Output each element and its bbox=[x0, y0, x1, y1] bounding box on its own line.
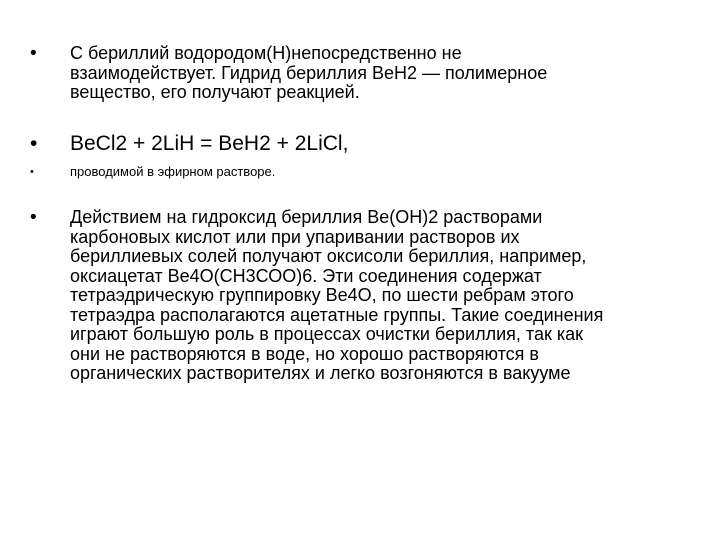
bullet-text bbox=[70, 131, 690, 157]
text-line: бериллиевых солей получают оксисоли бериллия, например, bbox=[70, 246, 587, 266]
bullet-dot: • bbox=[30, 207, 37, 228]
text-line: играют большую роль в процессах очистки бериллия, так как bbox=[70, 324, 584, 344]
bullet-dot: • bbox=[30, 166, 34, 178]
reaction-equation: BeCl2 + 2LiH = BeH2 + 2LiCl, bbox=[70, 132, 349, 155]
bullet-dot: • bbox=[30, 43, 37, 64]
text-line: они не растворяются в воде, но хорошо растворяются в bbox=[70, 343, 539, 364]
text-line: проводимой в эфирном растворе. bbox=[70, 164, 276, 179]
text-line: оксиацетат Ве4О(СН3СОО)6. Эти соединения содержат bbox=[70, 265, 542, 286]
text-line: вещество, его получают реакцией. bbox=[70, 82, 360, 102]
text-line: С бериллий водородом(Н)непосредственно не bbox=[70, 43, 462, 63]
text-line: взаимодействует. Гидрид бериллия ВеН2 — полимерное bbox=[70, 62, 548, 83]
bullet-text bbox=[70, 164, 690, 180]
bullet-dot: • bbox=[30, 132, 38, 155]
text-line: тетраэдрическую группировку Ве4О, по шести ребрам этого bbox=[70, 285, 574, 305]
text-line: органических растворителях и легко возгоняются в вакууме bbox=[70, 363, 571, 383]
bullet-text bbox=[70, 208, 690, 384]
text-line: тетраэдра располагаются ацетатные группы. Такие соединения bbox=[70, 304, 604, 325]
text-line: Действием на гидроксид бериллия Ве(ОН)2 растворами bbox=[70, 207, 543, 227]
text-line: карбоновых кислот или при упаривании растворов их bbox=[70, 226, 520, 247]
bullet-text bbox=[70, 44, 690, 103]
